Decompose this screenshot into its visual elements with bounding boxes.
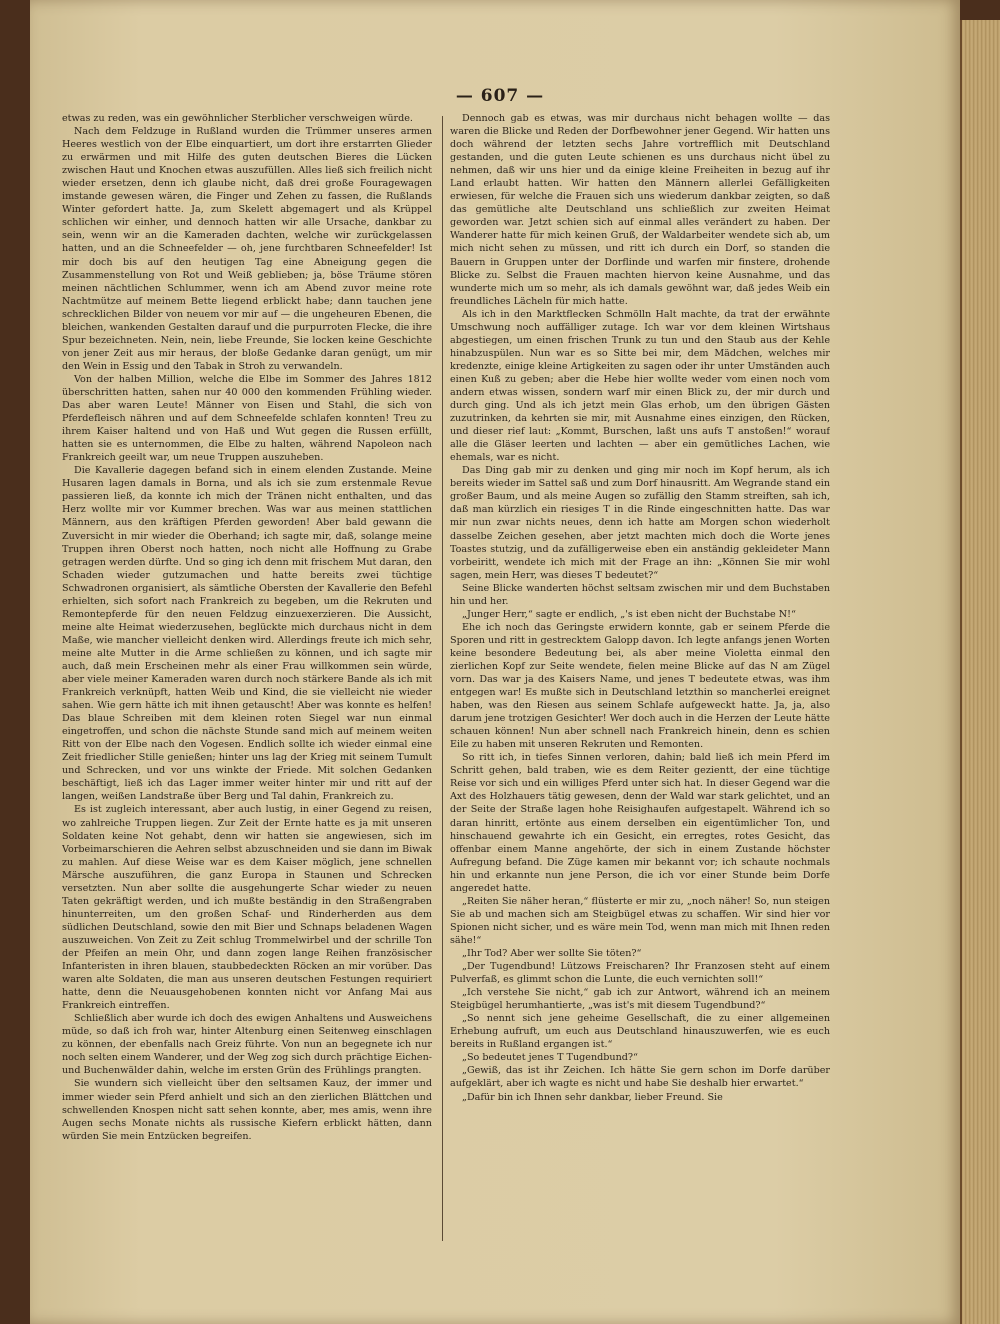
paragraph: „So nennt sich jene geheime Gesellschaft, die zu einer allgemeinen Erhebung aufruft, um euch aus Deutschland hinauszuwerfen, wie es euch bereits in Rußland ergangen ist.“ — [450, 1013, 830, 1051]
page-number: — 607 — — [455, 86, 545, 106]
paragraph: Von der halben Million, welche die Elbe im Sommer des Jahres 1812 überschritten hatten, sahen nur 40 000 den kommenden Frühling wieder. Das aber waren Leute! Männer von Eisen und Stahl, die sich von Pferdefleisch nähren und auf dem Schneefelde schlafen konnten! Treu zu ihrem Kaiser haltend und von Haß und Wut gegen die Russen erfüllt, hatten sie es unternommen, die Elbe zu halten, während Napoleon nach Frankreich geeilt war, um neue Truppen auszuheben. — [62, 373, 432, 464]
paragraph: Es ist zugleich interessant, aber auch lustig, in einer Gegend zu reisen, wo zahlreiche Truppen liegen. Zur Zeit der Ernte hatte es ja mit unseren Soldaten keine Not gehabt, denn wir hatten sie angewiesen, sich im Vorbeimarschieren die Aehren selbst abzuschneiden und sie dann im Biwak zu mahlen. Auf diese Weise war es dem Kaiser möglich, jene schnellen Märsche auszuführen, die ganz Europa in Staunen und Schrecken versetzten. Nun aber sollte die ausgehungerte Schar wieder zu neuen Taten gekräftigt werden, und ich mußte beständig in den Straßengraben hinunterreiten, um den großen Schaf- und Rinderherden aus dem südlichen Deutschland, sowie den mit Bier und Schnaps beladenen Wagen auszuweichen. Von Zeit zu Zeit schlug Trommelwirbel und der schrille Ton der Pfeifen an mein Ohr, und dann zogen lange Reihen französischer Infanteristen in ihren blauen, staubbedeckten Röcken an mir vorüber. Das waren alte Soldaten, die man aus unseren deutschen Festungen requiriert hatte, denn die Neuausgehobenen konnten nicht vor Anfang Mai aus Frankreich eintreffen. — [62, 804, 432, 1012]
paragraph: Die Kavallerie dagegen befand sich in einem elenden Zustande. Meine Husaren lagen damals in Borna, und als ich sie zum erstenmale Revue passieren ließ, da konnte ich mich der Tränen nicht enthalten, und das Herz wollte mir vor Kummer brechen. Was war aus meinen stattlichen Männern, aus den kräftigen Pferden geworden! Aber bald gewann die Zuversicht in mir wieder die Oberhand; ich sagte mir, daß, solange meine Truppen ihren Oberst noch hatten, noch nicht alle Hoffnung zu Grabe getragen werden dürfte. Und so ging ich denn mit frischem Mut daran, den Schaden wieder gutzumachen und hatte bereits zwei tüchtige Schwadronen organisiert, als sämtliche Obersten der Kavallerie den Befehl erhielten, sich sofort nach Frankreich zu begeben, um die Rekruten und Remontepferde für den neuen Feldzug einzuexerzieren. Die Aussicht, meine alte Heimat wiederzusehen, beglückte mich durchaus nicht in dem Maße, wie mancher vielleicht denken wird. Allerdings freute ich mich sehr, meine alte Mutter in die Arme schließen zu können, und ich sagte mir auch, daß mein Erscheinen mehr als einer Frau willkommen sein würde, aber viele meiner Kameraden waren durch noch stärkere Bande als ich mit Frankreich verknüpft, hatten Weib und Kind, die sie vielleicht nie wieder sahen. Wie gern hätte ich mit ihnen getauscht! Aber was konnte es helfen! Das blaue Schreiben mit dem kleinen roten Siegel war nun einmal eingetroffen, und schon die nächste Stunde sand mich auf meinem weiten Ritt von der Elbe nach den Vogesen. Endlich sollte ich wieder einmal eine Zeit friedlicher Stille genießen; hinter uns lag der Krieg mit seinem Tumult und Schrecken, und vor uns winkte der Friede. Mit solchen Gedanken beschäftigt, ließ ich das Lager immer weiter hinter mir und ritt auf der langen, weißen Landstraße über Berg und Tal dahin, Frankreich zu. — [62, 465, 432, 803]
paragraph: Das Ding gab mir zu denken und ging mir noch im Kopf herum, als ich bereits wieder im Sattel saß und zum Dorf hinausritt. Am Wegrande stand ein großer Baum, und als meine Augen so zufällig den Stamm streiften, sah ich, daß man kürzlich ein riesiges T in die Rinde eingeschnitten hatte. Das war mir nun zwar nichts neues, denn ich hatte am Morgen schon wiederholt dasselbe Zeichen gesehen, aber jetzt machten mich doch die Worte jenes Toastes stutzig, und da zufälligerweise eben ein anständig gekleideter Mann vorbeiritt, wendete ich mich mit der Frage an ihn: „Können Sie mir wohl sagen, mein Herr, was dieses T bedeutet?“ — [450, 465, 830, 581]
paragraph: Seine Blicke wanderten höchst seltsam zwischen mir und dem Buchstaben hin und her. — [450, 582, 830, 607]
paragraph: „Reiten Sie näher heran,“ flüsterte er mir zu, „noch näher! So, nun steigen Sie ab und machen sich am Steigbügel etwas zu schaffen. Wir sind hier vor Spionen nicht sicher, und es wäre mein Tod, wenn man mich mit Ihnen reden sähe!“ — [450, 895, 830, 946]
left-column — [62, 112, 432, 1242]
paragraph: Ehe ich noch das Geringste erwidern konnte, gab er seinem Pferde die Sporen und ritt in gestrecktem Galopp davon. Ich legte anfangs jenen Worten keine besondere Bedeutung bei, als aber meine Violetta einmal den zierlichen Kopf zur Seite wendete, fielen meine Blicke auf das N am Zügel vorn. Das war ja des Kaisers Name, und jenes T bedeutete etwas, was ihm entgegen war! Es mußte sich in Deutschland letzthin so mancherlei ereignet haben, was den Riesen aus seinem Schlafe aufgeweckt hatte. Ja, ja, also darum jene trotzigen Gesichter! Wer doch auch in die Herzen der Leute hätte schauen können! Nun aber schnell nach Frankreich hinein, denn es schien Eile zu haben mit unseren Rekruten und Remonten. — [450, 621, 830, 751]
paragraph: „Ich verstehe Sie nicht,“ gab ich zur Antwort, während ich an meinem Steigbügel herumhantierte, „was ist's mit diesem Tugendbund?“ — [450, 987, 830, 1012]
paragraph: So ritt ich, in tiefes Sinnen verloren, dahin; bald ließ ich mein Pferd im Schritt gehen, bald traben, wie es dem Reiter gezientt, der eine tüchtige Reise vor sich und ein williges Pferd unter sich hat. In dieser Gegend war die Axt des Holzhauers tätig gewesen, denn der Wald war stark gelichtet, und an der Seite der Straße lagen hohe Reisighaufen aufgestapelt. Während ich so daran hinritt, ertönte aus einem derselben ein eigentümlicher Ton, und hinschauend gewahrte ich ein Gesicht, ein erregtes, rotes Gesicht, das offenbar einem Manne angehörte, der sich in einem Zustande höchster Aufregung befand. Die Züge kamen mir bekannt vor; ich schaute nochmals hin und erkannte nun jene Person, die ich vor einer Stunde beim Dorfe angeredet hatte. — [450, 752, 830, 894]
paragraph: Schließlich aber wurde ich doch des ewigen Anhaltens und Ausweichens müde, so daß ich froh war, hinter Altenburg einen Seitenweg einschlagen zu können, der ebenfalls nach Greiz führte. Von nun an begegnete ich nur noch selten einem Wanderer, und der Weg zog sich durch prächtige Eichen- und Buchenwälder dahin, welche im ersten Grün des Frühlings prangten. — [62, 1013, 432, 1077]
paragraph: Dennoch gab es etwas, was mir durchaus nicht behagen wollte — das waren die Blicke und Reden der Dorfbewohner jener Gegend. Wir hatten uns doch während der letzten sechs Jahre vortrefflich mit Deutschland gestanden, und die guten Leute schienen es uns durchaus nicht übel zu nehmen, daß wir uns hier und da einige kleine Freiheiten in bezug auf ihr Land erlaubt hatten. Wir hatten den Männern allerlei Gefälligkeiten erwiesen, für welche die Frauen sich uns wiederum dankbar zeigten, so daß das gemütliche alte Deutschland uns schließlich zur zweiten Heimat geworden war. Jetzt schien sich auf einmal alles verändert zu haben. Der Wanderer hatte für mich keinen Gruß, der Waldarbeiter wendete sich ab, um mich nicht sehen zu müssen, und ritt ich durch ein Dorf, so standen die Bauern in Gruppen unter der Dorflinde und warfen mir finstere, drohende Blicke zu. Selbst die Frauen machten hiervon keine Ausnahme, und das wunderte mich um so mehr, als ich damals gewöhnt war, daß jedes Weib ein freundliches Lächeln für mich hatte. — [450, 113, 830, 307]
paragraph: etwas zu reden, was ein gewöhnlicher Sterblicher verschweigen würde. — [62, 113, 413, 124]
paragraph: „So bedeutet jenes T Tugendbund?“ — [462, 1052, 638, 1064]
paragraph: Sie wundern sich vielleicht über den seltsamen Kauz, der immer und immer wieder sein Pferd anhielt und sich an den zierlichen Blättchen und schwellenden Knospen nicht satt sehen konnte, aber, mes amis, wenn ihre Augen sechs Monate nichts als russische Kiefern erblickt hätten, dann würden Sie mein Entzücken begreifen. — [62, 1078, 432, 1142]
column-divider — [442, 116, 443, 1241]
right-column — [450, 112, 830, 1242]
paragraph: „Der Tugendbund! Lützows Freischaren? Ihr Franzosen steht auf einem Pulverfaß, es glimmt schon die Lunte, die euch vernichten soll!“ — [450, 961, 830, 986]
paragraph: „Ihr Tod? Aber wer sollte Sie töten?“ — [462, 948, 642, 959]
paragraph: Nach dem Feldzuge in Rußland wurden die Trümmer unseres armen Heeres westlich von der Elbe einquartiert, um dort ihre erstarrten Glieder zu erwärmen und mit Hilfe des guten deutschen Bieres die Lücken zwischen Haut und Knochen etwas auszufüllen. Alles ließ sich freilich nicht wieder ersetzen, denn ich glaube nicht, daß drei große Fouragewagen imstande gewesen wären, die Finger und Zehen zu fassen, die Rußlands Winter gefordert hatte. Ja, zum Skelett abgemagert und als Krüppel schlichen wir einher, und dennoch hatten wir alle Ursache, dankbar zu sein, wenn wir an die Kameraden dachten, welche wir zurückgelassen hatten, und an die Schneefelder — oh, jene furchtbaren Schneefelder! Ist mir doch bis auf den heutigen Tag eine Abneigung gegen die Zusammenstellung von Rot und Weiß geblieben; ja, böse Träume stören meinen nächtlichen Schlummer, wenn ich am Abend zuvor meine rote Nachtmütze auf meinem Bette liegend erblickt habe; dann tauchen jene schrecklichen Bilder von neuem vor mir auf — die ungeheuren Ebenen, die bleichen, wankenden Gestalten darauf und die purpurroten Flecke, die ihre Spur bezeichneten. Nein, nein, liebe Freunde, Sie locken keine Geschichte von jener Zeit aus mir heraus, der bloße Gedanke daran genügt, um mir den Wein in Essig und den Tabak in Stroh zu verwandeln. — [62, 126, 432, 372]
paragraph: Als ich in den Marktflecken Schmölln Halt machte, da trat der erwähnte Umschwung noch auffälliger zutage. Ich war vor dem kleinen Wirtshaus abgestiegen, um einen frischen Trunk zu tun und den Staub aus der Kehle hinabzuspülen. Nun war es so Sitte bei mir, dem Mädchen, welches mir kredenzte, einige kleine Artigkeiten zu sagen oder ihr unter Umständen auch einen Kuß zu geben; aber die Hebe hier wollte weder vom einen noch vom andern etwas wissen, sondern warf mir einen Blick zu, der mir durch und durch ging. Und als ich jetzt mein Glas erhob, um den übrigen Gästen zuzutrinken, da kehrten sie mir, mit Ausnahme eines einzigen, den Rücken, und dieser rief laut: „Kommt, Burschen, laßt uns aufs T anstoßen!“ worauf alle die Gläser leerten und lachten — aber ein gemütliches Lachen, wie ehemals, war es nicht. — [450, 308, 830, 464]
page-edges — [960, 20, 1000, 1324]
paragraph: „Gewiß, das ist ihr Zeichen. Ich hätte Sie gern schon im Dorfe darüber aufgeklärt, aber ich wagte es nicht und habe Sie deshalb hier erwartet.“ — [450, 1065, 830, 1090]
paragraph: „Junger Herr,“ sagte er endlich, „'s ist eben nicht der Buchstabe N!“ — [462, 608, 796, 620]
paragraph: „Dafür bin ich Ihnen sehr dankbar, lieber Freund. Sie — [462, 1091, 723, 1103]
